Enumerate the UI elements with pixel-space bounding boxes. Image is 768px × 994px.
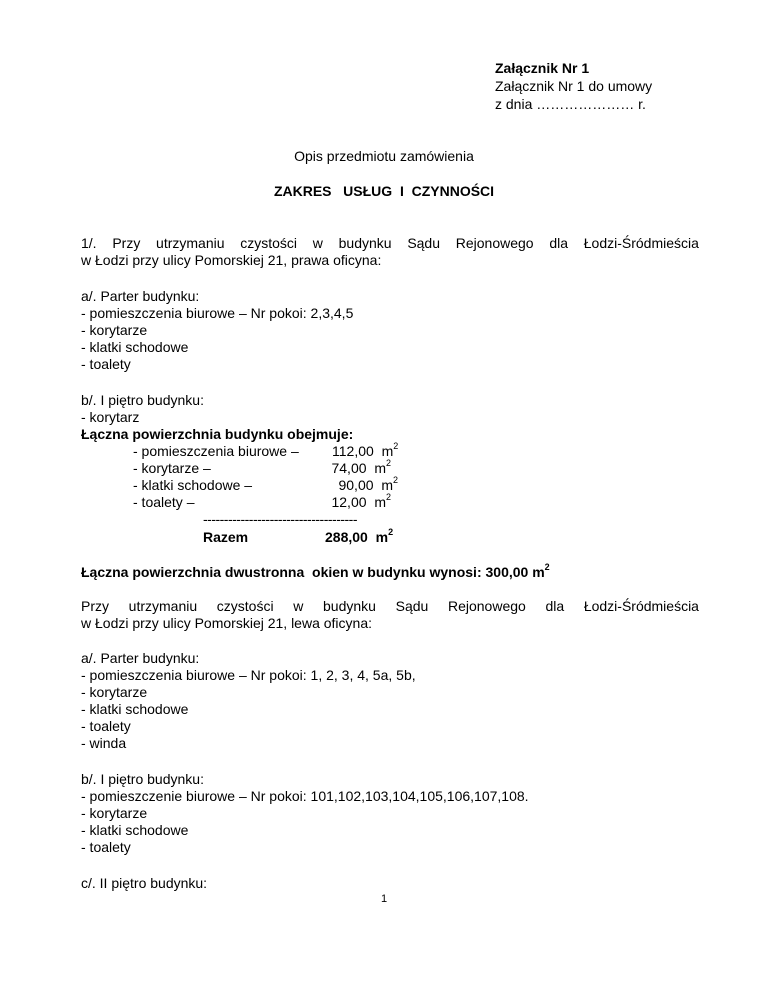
annex-subtitle: Załącznik Nr 1 do umowy <box>495 78 653 94</box>
list-item: - korytarz <box>81 409 140 425</box>
list-item: - korytarze <box>81 805 148 821</box>
word: Rejonowego <box>455 235 534 251</box>
section1-a-heading: a/. Parter budynku: <box>81 288 200 304</box>
list-item: - pomieszczenia biurowe – Nr pokoi: 2,3,4,5 <box>81 305 354 321</box>
word: dla <box>549 235 569 251</box>
word: dla <box>545 598 565 614</box>
value-sup: 2 <box>385 492 391 503</box>
section2-b-heading: b/. I piętro budynku: <box>81 771 204 787</box>
list-item: - pomieszczenie biurowe – Nr pokoi: 101,102,103,104,105,106,107,108. <box>81 788 529 804</box>
windows-area <box>81 563 550 581</box>
list-item: - klatki schodowe <box>81 822 189 838</box>
list-item: - klatki schodowe <box>81 339 189 355</box>
list-item: - klatki schodowe <box>81 701 189 717</box>
area-row-value <box>325 459 391 477</box>
section1-intro-line1 <box>81 234 699 252</box>
value-sup: 2 <box>385 458 391 469</box>
list-item: - pomieszczenia biurowe – Nr pokoi: 1, 2, 3, 4, 5a, 5b, <box>81 667 416 683</box>
value-unit: m <box>381 443 394 459</box>
area-row-label: - klatki schodowe – <box>133 477 253 493</box>
value-number: 74,00 <box>331 460 367 476</box>
word: w <box>312 235 323 251</box>
total-value <box>325 528 393 546</box>
document-subtitle: ZAKRES USŁUG I CZYNNOŚCI <box>273 183 495 199</box>
document-title: Opis przedmiotu zamówienia <box>294 148 474 164</box>
section1-b-heading: b/. I piętro budynku: <box>81 392 204 408</box>
list-item: - korytarze <box>81 322 148 338</box>
list-item: - toalety <box>81 839 131 855</box>
section2-a-heading: a/. Parter budynku: <box>81 650 200 666</box>
value-number: 90,00 <box>338 477 374 493</box>
annex-date-line: z dnia ………………… r. <box>495 96 646 112</box>
value-unit: m <box>374 460 386 476</box>
page-number: 1 <box>380 893 388 905</box>
area-row-value <box>325 493 391 511</box>
sum-separator: ------------------------------------- <box>203 511 357 527</box>
word: Sądu <box>395 598 429 614</box>
list-item: - toalety <box>81 356 131 372</box>
word: budynku <box>323 598 376 614</box>
value-unit: m <box>381 477 393 493</box>
word: 1/. <box>81 235 97 251</box>
value-sup: 2 <box>392 475 398 486</box>
area-heading: Łączna powierzchnia budynku obejmuje: <box>81 426 354 442</box>
word: Łodzi-Śródmieścia <box>583 598 699 614</box>
word: czystości <box>240 235 298 251</box>
area-row-label: - toalety – <box>133 494 195 510</box>
total-sup: 2 <box>388 527 394 538</box>
word: Rejonowego <box>447 598 526 614</box>
windows-sup: 2 <box>544 562 550 573</box>
value-sup: 2 <box>393 441 399 452</box>
word: utrzymaniu <box>156 235 225 251</box>
word: Sądu <box>407 235 441 251</box>
value-number: 12,00 <box>331 494 367 510</box>
list-item: - korytarze <box>81 684 148 700</box>
area-row-label: - korytarze – <box>133 460 211 476</box>
section2-c-heading: c/. II piętro budynku: <box>81 875 208 891</box>
total-label: Razem <box>203 529 249 545</box>
word: Przy <box>81 598 109 614</box>
word: budynku <box>338 235 392 251</box>
total-number: 288,00 <box>325 529 368 545</box>
word: czystości <box>216 598 274 614</box>
value-number: 112,00 <box>332 443 374 459</box>
word: Łodzi-Śródmieścia <box>583 235 699 251</box>
section2-intro-line2: w Łodzi przy ulicy Pomorskiej 21, lewa oficyna: <box>81 615 373 631</box>
section1-intro-line2: w Łodzi przy ulicy Pomorskiej 21, prawa oficyna: <box>81 252 382 268</box>
area-row-label: - pomieszczenia biurowe – <box>133 443 299 459</box>
windows-text: Łączna powierzchnia dwustronna okien w budynku wynosi: 300,00 m <box>81 564 545 580</box>
value-unit: m <box>374 494 386 510</box>
total-unit: m <box>375 529 389 545</box>
list-item: - toalety <box>81 718 131 734</box>
section2-intro-line1 <box>81 597 699 615</box>
annex-title: Załącznik Nr 1 <box>495 60 590 76</box>
list-item: - winda <box>81 735 127 751</box>
word: Przy <box>112 235 141 251</box>
word: utrzymaniu <box>128 598 198 614</box>
word: w <box>293 598 304 614</box>
